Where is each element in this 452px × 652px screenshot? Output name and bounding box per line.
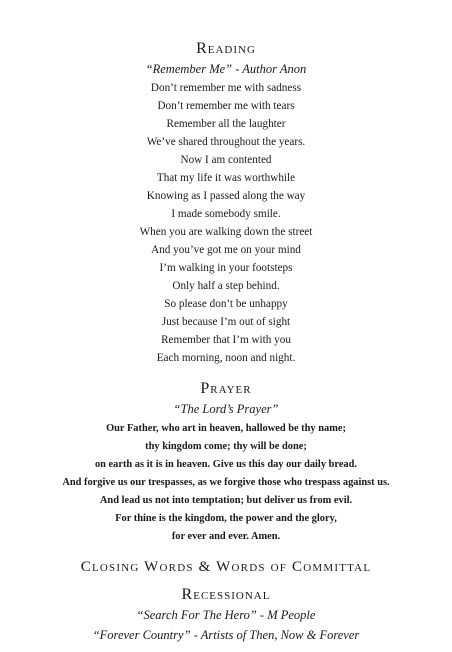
prayer-line: thy kingdom come; thy will be done; — [145, 441, 307, 452]
reading-heading: Reading — [196, 40, 256, 57]
prayer-subtitle: “The Lord’s Prayer” — [173, 402, 279, 416]
reading-line: Remember all the laughter — [166, 118, 286, 130]
reading-line: Just because I’m out of sight — [161, 316, 291, 328]
reading-line: I made somebody smile. — [171, 208, 281, 220]
reading-line: Each morning, noon and night. — [156, 352, 296, 364]
reading-line: I’m walking in your footsteps — [159, 262, 293, 274]
recessional-heading: Recessional — [181, 586, 271, 603]
recessional-song: “Search For The Hero” - M People — [136, 608, 316, 622]
reading-line: Don’t remember me with sadness — [150, 82, 302, 94]
reading-line: Remember that I’m with you — [161, 334, 291, 346]
reading-line: Don’t remember me with tears — [157, 100, 295, 112]
reading-line: That my life it was worthwhile — [156, 172, 296, 184]
prayer-line: And forgive us our trespasses, as we forgive those who trespass against us. — [62, 477, 390, 488]
reading-line: Knowing as I passed along the way — [146, 190, 306, 202]
closing-heading: Closing Words & Words of Committal — [80, 559, 372, 575]
reading-subtitle: “Remember Me” - Author Anon — [145, 62, 307, 76]
reading-line: Only half a step behind. — [172, 280, 280, 292]
recessional-song: “Forever Country” - Artists of Then, Now & Forever — [92, 628, 360, 642]
prayer-line: For thine is the kingdom, the power and the glory, — [115, 513, 337, 524]
prayer-line: for ever and ever. Amen. — [171, 531, 281, 542]
prayer-line: And lead us not into temptation; but deliver us from evil. — [99, 495, 353, 506]
prayer-line: on earth as it is in heaven. Give us this day our daily bread. — [94, 459, 358, 470]
prayer-heading: Prayer — [200, 380, 252, 397]
reading-line: And you’ve got me on your mind — [151, 244, 301, 256]
reading-line: When you are walking down the street — [139, 226, 313, 238]
prayer-line: Our Father, who art in heaven, hallowed be thy name; — [106, 423, 346, 434]
reading-line: Now I am contented — [180, 154, 272, 166]
reading-line: So please don’t be unhappy — [164, 298, 288, 310]
reading-line: We’ve shared throughout the years. — [146, 136, 306, 148]
